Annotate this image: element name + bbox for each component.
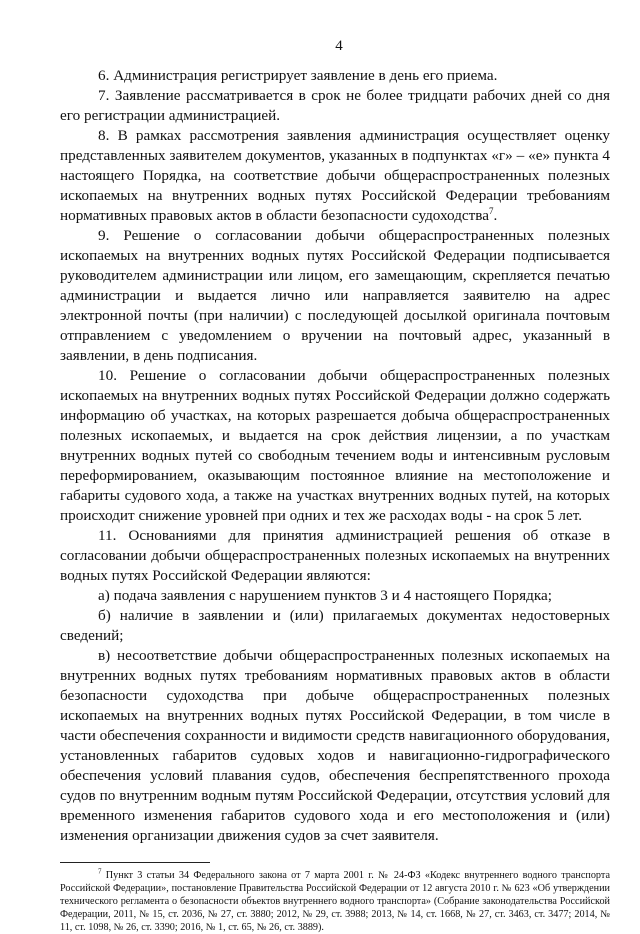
paragraph-11: 11. Основаниями для принятия администрацией решения об отказе в согласовании добычи общераспространенных полезных ископаемых на внутренних водных путях Российской Федерации являются: xyxy=(60,527,610,584)
paragraph-9: 9. Решение о согласовании добычи общераспространенных полезных ископаемых на внутренних водных путях Российской Федерации подписывается руководителем администрации или лицом, его замещающим, скрепляется печатью администрации и выдается лично или направляется заявителю на адрес электронной почты (при наличии) с последующей досылкой оригинала почтовым отправлением с уведомлением о вручении на почтовый адрес, указанный в заявлении, в день подписания. xyxy=(60,227,610,364)
paragraph-10: 10. Решение о согласовании добычи общераспространенных полезных ископаемых на внутренних водных путях Российской Федерации должно содержать информацию об участках, на которых разрешается добыча общераспространенных полезных ископаемых, и выдается на срок действия лицензии, а по участкам внутренних водных путей со свободным течением воды и интенсивным русловым переформированием, оказывающим постоянное влияние на местоположение и габариты судового хода, а также на участках внутренних водных путей, на которых происходит снижение уровней при одних и тех же расходах воды - на срок 5 лет. xyxy=(60,367,610,524)
subitem-a: а) подача заявления с нарушением пунктов 3 и 4 настоящего Порядка; xyxy=(98,587,552,604)
page-number: 4 xyxy=(335,38,343,54)
footnote-reference[interactable]: 7 xyxy=(489,205,494,216)
paragraph-8-text: 8. В рамках рассмотрения заявления администрация осуществляет оценку представленных заявителем документов, указанных в подпунктах «г» – «е» пункта 4 настоящего Порядка, на соответствие добычи общераспространенных полезных ископаемых на внутренних водных путях Российской Федерации требованиям нормативных правовых актов в области безопасности судоходства xyxy=(60,127,610,224)
subitem-v: в) несоответствие добычи общераспространенных полезных ископаемых на внутренних водных путях требованиям нормативных правовых актов в области безопасности судоходства при добыче общераспространенных полезных ископаемых на внутренних водных путях Российской Федерации, в том числе в части обеспечения сохранности и видимости средств навигационного оборудования, установленных габаритов судовых ходов и навигационно-гидрографического обеспечения условий плавания судов, обеспечения беспрепятственного прохода судов по внутренним водным путям Российской Федерации, отсутствия условий для временного изменения габаритов судового хода и его местоположения и (или) изменения организации движения судов за счет заявителя. xyxy=(60,647,610,844)
subitem-b: б) наличие в заявлении и (или) прилагаемых документах недостоверных сведений; xyxy=(60,607,610,644)
paragraph-7: 7. Заявление рассматривается в срок не более тридцати рабочих дней со дня его регистрации администрацией. xyxy=(60,87,610,124)
paragraph-6: 6. Администрация регистрирует заявление в день его приема. xyxy=(98,67,498,84)
footnote-marker: 7 xyxy=(98,867,102,876)
footnote-text: Пункт 3 статьи 34 Федерального закона от 7 марта 2001 г. № 24-ФЗ «Кодекс внутреннего водного транспорта Российской Федерации», постановление Правительства Российской Федерации от 12 августа 2010 г. № 623 «Об утверждении технического регламента о безопасности объектов внутреннего водного транспорта» (Собрание законодательства Российской Федерации, 2011, № 15, ст. 2036, № 27, ст. 3880; 2012, № 29, ст. 3988; 2013, № 14, ст. 1668, № 27, ст. 3463, ст. 3477; 2014, № 11, ст. 1098, № 26, ст. 3390; 2016, № 1, ст. 65, № 26, ст. 3889). xyxy=(60,870,610,933)
footnote xyxy=(60,869,610,934)
paragraph-8-end: . xyxy=(493,207,498,224)
footnote-divider xyxy=(60,862,210,863)
paragraph-8 xyxy=(60,126,610,226)
